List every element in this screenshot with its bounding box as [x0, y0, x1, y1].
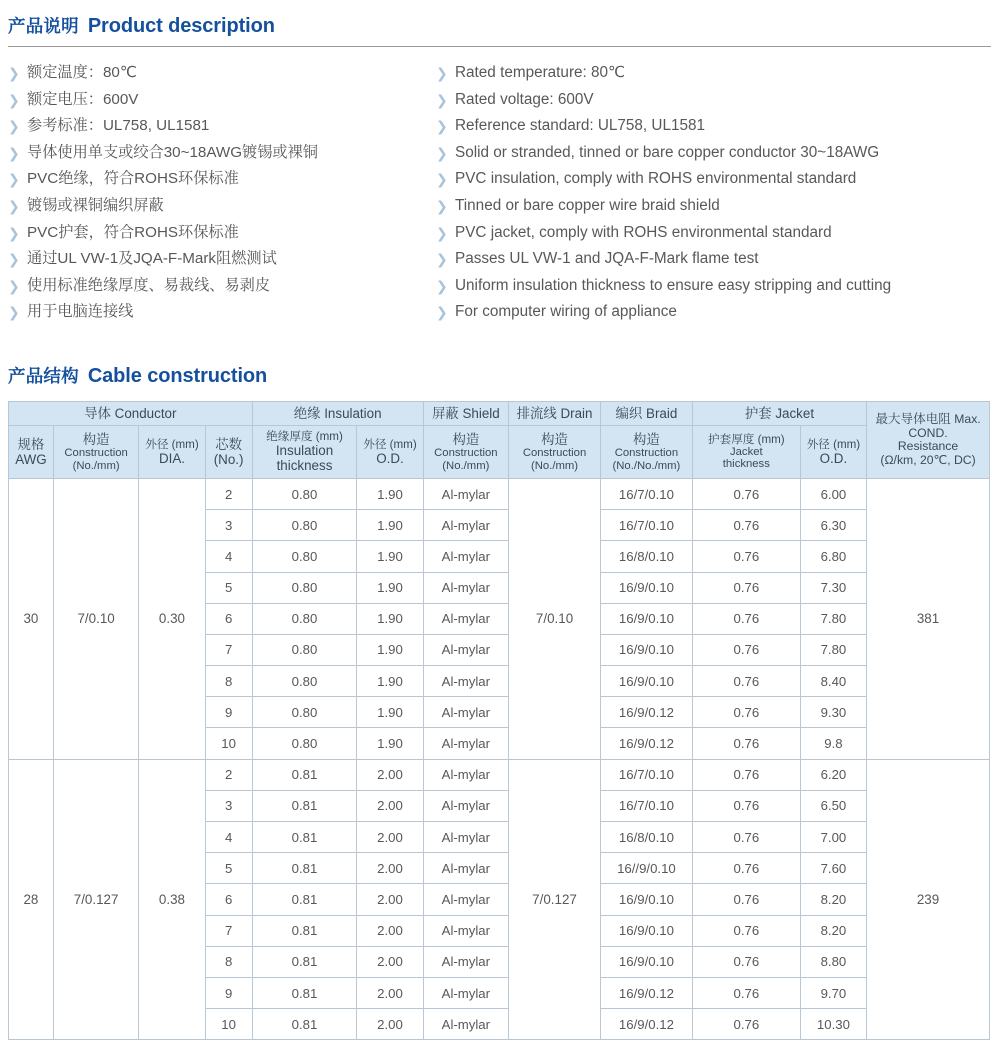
feature-item-label: 导体使用单支或绞合30~18AWG镀锡或裸铜	[27, 143, 318, 161]
chevron-right-icon: ❯	[8, 171, 20, 188]
cell-cores: 4	[205, 822, 252, 853]
feature-item-label: PVC绝缘，符合ROHS环保标准	[27, 170, 239, 188]
cell-shield-construction: Al-mylar	[423, 884, 508, 915]
cell-jacket-od: 7.80	[800, 603, 866, 634]
header-jacket-od-en: O.D.	[819, 450, 848, 466]
cell-cores: 8	[205, 946, 252, 977]
feature-item	[436, 166, 991, 193]
cell-jacket-thickness: 0.76	[692, 510, 800, 541]
chevron-right-icon: ❯	[8, 65, 20, 81]
cell-jacket-thickness: 0.76	[692, 790, 800, 821]
cell-jacket-thickness: 0.76	[692, 759, 800, 790]
feature-item	[436, 87, 991, 114]
cell-cores: 10	[205, 1009, 252, 1040]
cell-cores: 2	[205, 759, 252, 790]
feature-item-label: 参考标准：UL758, UL1581	[27, 117, 210, 135]
header-conductor-construction	[53, 425, 138, 478]
feature-item	[436, 60, 991, 87]
feature-column-english	[436, 60, 991, 326]
cell-braid-construction: 16/7/0.10	[600, 510, 692, 541]
cell-jacket-od: 7.30	[800, 572, 866, 603]
cell-insulation-thickness: 0.81	[252, 946, 357, 977]
product-description-heading-en: Product description	[87, 15, 275, 37]
feature-item	[8, 166, 436, 193]
table-row	[9, 478, 990, 509]
cell-jacket-thickness: 0.76	[692, 697, 800, 728]
cell-insulation-thickness: 0.80	[252, 541, 357, 572]
cell-shield-construction: Al-mylar	[423, 977, 508, 1008]
cell-shield-construction: Al-mylar	[423, 478, 508, 509]
header-group-braid: 编织 Braid	[600, 401, 692, 425]
header-cond-construction-unit: (No./mm)	[72, 459, 120, 472]
cell-insulation-od: 2.00	[357, 790, 423, 821]
feature-item	[436, 113, 991, 140]
cell-awg: 30	[9, 478, 54, 759]
chevron-right-icon: ❯	[436, 251, 448, 268]
chevron-right-icon: ❯	[8, 277, 20, 294]
table-header-sub-row	[9, 425, 990, 478]
cell-braid-construction: 16/9/0.10	[600, 572, 692, 603]
chevron-right-icon: ❯	[8, 118, 20, 135]
header-drain-construction-en: Construction	[522, 446, 587, 459]
header-cond-dia-en: DIA.	[158, 450, 185, 466]
chevron-right-icon: ❯	[436, 171, 448, 188]
cell-jacket-od: 8.20	[800, 884, 866, 915]
chevron-right-icon: ❯	[8, 224, 20, 241]
cell-insulation-thickness: 0.81	[252, 853, 357, 884]
cell-cores: 5	[205, 572, 252, 603]
header-jacket-thickness	[692, 425, 800, 478]
cell-braid-construction: 16/9/0.12	[600, 728, 692, 759]
header-resistance-en: Max. COND.	[908, 411, 981, 440]
cell-braid-construction: 16/9/0.10	[600, 946, 692, 977]
header-jacket-thickness-en: Jacket	[729, 445, 763, 458]
cell-shield-construction: Al-mylar	[423, 822, 508, 853]
header-group-jacket: 护套 Jacket	[692, 401, 866, 425]
chevron-right-icon: ❯	[436, 197, 448, 214]
cell-jacket-thickness: 0.76	[692, 822, 800, 853]
cell-shield-construction: Al-mylar	[423, 572, 508, 603]
feature-item-label: PVC jacket, comply with ROHS environmental standard	[455, 223, 832, 241]
header-braid-construction-cn: 构造	[633, 431, 660, 447]
cell-conductor-construction: 7/0.10	[53, 478, 138, 759]
cell-braid-construction: 16/9/0.12	[600, 1009, 692, 1040]
cell-max-cond-resistance: 239	[867, 759, 990, 1040]
header-conductor-dia	[139, 425, 205, 478]
chevron-right-icon: ❯	[8, 251, 20, 268]
cell-jacket-od: 9.70	[800, 977, 866, 1008]
feature-item-label: Uniform insulation thickness to ensure easy stripping and cutting	[455, 276, 892, 294]
cell-jacket-thickness: 0.76	[692, 603, 800, 634]
cell-insulation-od: 2.00	[357, 853, 423, 884]
cell-jacket-thickness: 0.76	[692, 541, 800, 572]
feature-item	[8, 140, 436, 167]
cell-braid-construction: 16/9/0.10	[600, 666, 692, 697]
cell-jacket-od: 6.50	[800, 790, 866, 821]
cell-jacket-thickness: 0.76	[692, 977, 800, 1008]
feature-item	[8, 193, 436, 220]
cell-jacket-od: 10.30	[800, 1009, 866, 1040]
header-group-shield: 屏蔽 Shield	[423, 401, 508, 425]
feature-item	[8, 60, 436, 87]
feature-item-label: 镀锡或裸铜编织屏蔽	[27, 196, 164, 214]
header-drain-construction-unit: (No./mm)	[530, 459, 579, 472]
cell-shield-construction: Al-mylar	[423, 728, 508, 759]
cell-braid-construction: 16/7/0.10	[600, 759, 692, 790]
cell-insulation-thickness: 0.81	[252, 1009, 357, 1040]
header-group-drain: 排流线 Drain	[509, 401, 601, 425]
cell-jacket-od: 6.20	[800, 759, 866, 790]
cell-braid-construction: 16/8/0.10	[600, 541, 692, 572]
cell-cores: 2	[205, 478, 252, 509]
cell-insulation-thickness: 0.80	[252, 510, 357, 541]
cell-braid-construction: 16/9/0.12	[600, 697, 692, 728]
cell-insulation-od: 1.90	[357, 634, 423, 665]
cable-construction-heading-en: Cable construction	[87, 364, 268, 387]
cell-insulation-thickness: 0.81	[252, 915, 357, 946]
feature-item-label: 额定温度：80℃	[27, 64, 137, 81]
header-cond-construction-en: Construction	[64, 446, 128, 459]
cell-insulation-thickness: 0.81	[252, 977, 357, 1008]
table-header-group-row	[9, 401, 990, 425]
chevron-right-icon: ❯	[8, 197, 20, 214]
header-jacket-thickness-en2: thickness	[722, 458, 770, 471]
header-group-insulation: 绝缘 Insulation	[252, 401, 423, 425]
cell-conductor-construction: 7/0.127	[53, 759, 138, 1040]
cell-insulation-od: 2.00	[357, 915, 423, 946]
cell-jacket-thickness: 0.76	[692, 572, 800, 603]
cell-cores: 3	[205, 510, 252, 541]
cell-braid-construction: 16/9/0.10	[600, 603, 692, 634]
cell-insulation-thickness: 0.80	[252, 478, 357, 509]
cell-shield-construction: Al-mylar	[423, 541, 508, 572]
cell-insulation-od: 1.90	[357, 697, 423, 728]
chevron-right-icon: ❯	[436, 224, 448, 241]
feature-item-label: PVC insulation, comply with ROHS environmental standard	[455, 170, 857, 188]
cell-cores: 5	[205, 853, 252, 884]
feature-item	[8, 87, 436, 114]
header-group-conductor: 导体 Conductor	[9, 401, 253, 425]
feature-item	[436, 193, 991, 220]
feature-item-label: Rated voltage: 600V	[455, 90, 594, 108]
header-braid-construction	[600, 425, 692, 478]
cell-jacket-thickness: 0.76	[692, 634, 800, 665]
header-ins-thickness-cn: 绝缘厚度 (mm)	[266, 430, 343, 444]
header-jacket-od	[800, 425, 866, 478]
chevron-right-icon: ❯	[8, 91, 20, 108]
feature-item	[436, 220, 991, 247]
feature-item-label: 额定电压：600V	[27, 90, 139, 108]
header-resistance-en2: Resistance	[897, 439, 959, 454]
cell-jacket-od: 7.80	[800, 634, 866, 665]
feature-item	[436, 273, 991, 300]
cell-insulation-thickness: 0.80	[252, 572, 357, 603]
cell-jacket-od: 8.20	[800, 915, 866, 946]
feature-item-label: Reference standard: UL758, UL1581	[455, 117, 706, 135]
chevron-right-icon: ❯	[436, 277, 448, 294]
feature-item	[436, 299, 991, 326]
cell-jacket-thickness: 0.76	[692, 884, 800, 915]
cell-insulation-od: 1.90	[357, 510, 423, 541]
cell-insulation-od: 2.00	[357, 759, 423, 790]
cell-insulation-od: 2.00	[357, 822, 423, 853]
cell-cores: 8	[205, 666, 252, 697]
cell-insulation-od: 1.90	[357, 572, 423, 603]
cable-construction-heading	[8, 363, 991, 388]
chevron-right-icon: ❯	[8, 144, 20, 161]
cell-awg: 28	[9, 759, 54, 1040]
cell-jacket-thickness: 0.76	[692, 728, 800, 759]
cell-insulation-od: 1.90	[357, 728, 423, 759]
header-awg	[9, 425, 54, 478]
header-cores	[205, 425, 252, 478]
feature-item	[436, 140, 991, 167]
cell-insulation-thickness: 0.81	[252, 759, 357, 790]
table-row	[9, 759, 990, 790]
cell-conductor-dia: 0.38	[139, 759, 205, 1040]
cell-shield-construction: Al-mylar	[423, 634, 508, 665]
feature-item-label: 使用标准绝缘厚度、易裁线、易剥皮	[27, 276, 270, 294]
chevron-right-icon: ❯	[436, 91, 448, 108]
header-cores-en: (No.)	[213, 451, 244, 467]
cell-insulation-thickness: 0.80	[252, 728, 357, 759]
cell-cores: 6	[205, 884, 252, 915]
header-shield-construction-cn: 构造	[452, 431, 480, 447]
feature-item-label: Solid or stranded, tinned or bare copper conductor 30~18AWG	[455, 143, 880, 161]
header-braid-construction-en: Construction	[614, 446, 679, 459]
feature-item	[8, 246, 436, 273]
cell-shield-construction: Al-mylar	[423, 759, 508, 790]
header-insulation-od	[357, 425, 423, 478]
feature-item	[8, 113, 436, 140]
cell-shield-construction: Al-mylar	[423, 510, 508, 541]
cell-jacket-od: 6.00	[800, 478, 866, 509]
cell-cores: 4	[205, 541, 252, 572]
feature-item-label: 通过UL VW-1及JQA-F-Mark阻燃测试	[27, 250, 277, 268]
header-braid-construction-unit: (No./No./mm)	[612, 459, 681, 472]
cell-jacket-thickness: 0.76	[692, 946, 800, 977]
header-resistance-cn: 最大导体电阻	[875, 411, 951, 426]
cell-cores: 9	[205, 697, 252, 728]
cell-jacket-thickness: 0.76	[692, 915, 800, 946]
feature-item-label: PVC护套，符合ROHS环保标准	[27, 223, 239, 241]
cell-insulation-thickness: 0.81	[252, 822, 357, 853]
cell-cores: 7	[205, 634, 252, 665]
cell-drain-construction: 7/0.10	[509, 478, 601, 759]
header-drain-construction	[509, 425, 601, 478]
cell-max-cond-resistance: 381	[867, 478, 990, 759]
header-jacket-od-cn: 外径 (mm)	[806, 437, 861, 451]
header-drain-construction-cn: 构造	[541, 431, 568, 447]
chevron-right-icon: ❯	[436, 144, 448, 161]
cell-cores: 9	[205, 977, 252, 1008]
cell-shield-construction: Al-mylar	[423, 915, 508, 946]
feature-item	[8, 273, 436, 300]
product-description-heading-cn: 产品说明	[8, 16, 79, 36]
chevron-right-icon: ❯	[436, 304, 448, 321]
cell-shield-construction: Al-mylar	[423, 1009, 508, 1040]
cell-shield-construction: Al-mylar	[423, 666, 508, 697]
header-insulation-thickness	[252, 425, 357, 478]
cell-jacket-od: 6.80	[800, 541, 866, 572]
cell-braid-construction: 16//9/0.10	[600, 853, 692, 884]
feature-item	[8, 220, 436, 247]
feature-item-label: Rated temperature: 80℃	[455, 64, 626, 81]
cable-construction-table	[8, 401, 990, 1040]
cell-jacket-od: 6.30	[800, 510, 866, 541]
cell-insulation-od: 2.00	[357, 884, 423, 915]
header-ins-od-en: O.D.	[376, 450, 404, 466]
cell-braid-construction: 16/7/0.10	[600, 478, 692, 509]
feature-item-label: 用于电脑连接线	[27, 303, 134, 321]
table-header	[9, 401, 990, 478]
header-awg-en: AWG	[15, 451, 47, 467]
product-description-heading	[8, 0, 991, 38]
cell-insulation-od: 2.00	[357, 946, 423, 977]
cell-cores: 3	[205, 790, 252, 821]
cell-braid-construction: 16/9/0.12	[600, 977, 692, 1008]
header-awg-cn: 规格	[17, 436, 45, 452]
feature-item	[436, 246, 991, 273]
cell-shield-construction: Al-mylar	[423, 853, 508, 884]
cell-braid-construction: 16/9/0.10	[600, 884, 692, 915]
header-max-cond-resistance	[867, 401, 990, 478]
cell-insulation-od: 1.90	[357, 478, 423, 509]
cell-braid-construction: 16/7/0.10	[600, 790, 692, 821]
cell-braid-construction: 16/9/0.10	[600, 915, 692, 946]
header-shield-construction	[423, 425, 508, 478]
cell-braid-construction: 16/8/0.10	[600, 822, 692, 853]
cell-jacket-od: 8.40	[800, 666, 866, 697]
product-description-features	[8, 60, 991, 326]
cell-shield-construction: Al-mylar	[423, 603, 508, 634]
header-cond-dia-cn: 外径 (mm)	[145, 437, 199, 451]
cell-jacket-thickness: 0.76	[692, 666, 800, 697]
cell-drain-construction: 7/0.127	[509, 759, 601, 1040]
heading-divider	[8, 46, 991, 47]
header-ins-thickness-en: Insulation	[275, 443, 334, 459]
chevron-right-icon: ❯	[436, 65, 448, 81]
header-jacket-thickness-cn: 护套厚度 (mm)	[708, 432, 785, 446]
cell-shield-construction: Al-mylar	[423, 790, 508, 821]
table-body	[9, 478, 990, 1039]
cell-jacket-thickness: 0.76	[692, 478, 800, 509]
cell-shield-construction: Al-mylar	[423, 946, 508, 977]
feature-item-label: For computer wiring of appliance	[455, 303, 677, 321]
cell-jacket-thickness: 0.76	[692, 853, 800, 884]
cell-cores: 10	[205, 728, 252, 759]
cell-cores: 7	[205, 915, 252, 946]
header-shield-construction-unit: (No./mm)	[442, 459, 490, 472]
header-cond-construction-cn: 构造	[82, 431, 110, 447]
cell-insulation-thickness: 0.80	[252, 603, 357, 634]
cell-jacket-od: 9.30	[800, 697, 866, 728]
cell-insulation-od: 1.90	[357, 666, 423, 697]
cell-jacket-od: 7.00	[800, 822, 866, 853]
cell-insulation-thickness: 0.80	[252, 697, 357, 728]
feature-item-label: Tinned or bare copper wire braid shield	[455, 196, 720, 214]
cell-insulation-od: 2.00	[357, 977, 423, 1008]
header-shield-construction-en: Construction	[434, 446, 498, 459]
feature-column-chinese	[8, 60, 436, 326]
feature-item-label: Passes UL VW-1 and JQA-F-Mark flame test	[455, 250, 759, 268]
header-ins-od-cn: 外径 (mm)	[363, 437, 417, 451]
cell-jacket-thickness: 0.76	[692, 1009, 800, 1040]
cell-insulation-thickness: 0.80	[252, 634, 357, 665]
chevron-right-icon: ❯	[8, 304, 20, 321]
cell-jacket-od: 7.60	[800, 853, 866, 884]
cable-construction-heading-cn: 产品结构	[8, 365, 79, 386]
cell-insulation-od: 2.00	[357, 1009, 423, 1040]
chevron-right-icon: ❯	[436, 118, 448, 135]
cell-insulation-thickness: 0.81	[252, 884, 357, 915]
feature-item	[8, 299, 436, 326]
cell-cores: 6	[205, 603, 252, 634]
header-resistance-unit: (Ω/km, 20℃, DC)	[880, 453, 976, 468]
header-cores-cn: 芯数	[215, 436, 242, 452]
cell-jacket-od: 8.80	[800, 946, 866, 977]
cell-insulation-thickness: 0.80	[252, 666, 357, 697]
cell-shield-construction: Al-mylar	[423, 697, 508, 728]
cell-insulation-thickness: 0.81	[252, 790, 357, 821]
header-ins-thickness-en2: thickness	[276, 458, 333, 474]
cell-insulation-od: 1.90	[357, 541, 423, 572]
cell-insulation-od: 1.90	[357, 603, 423, 634]
cell-braid-construction: 16/9/0.10	[600, 634, 692, 665]
cell-jacket-od: 9.8	[800, 728, 866, 759]
cell-conductor-dia: 0.30	[139, 478, 205, 759]
